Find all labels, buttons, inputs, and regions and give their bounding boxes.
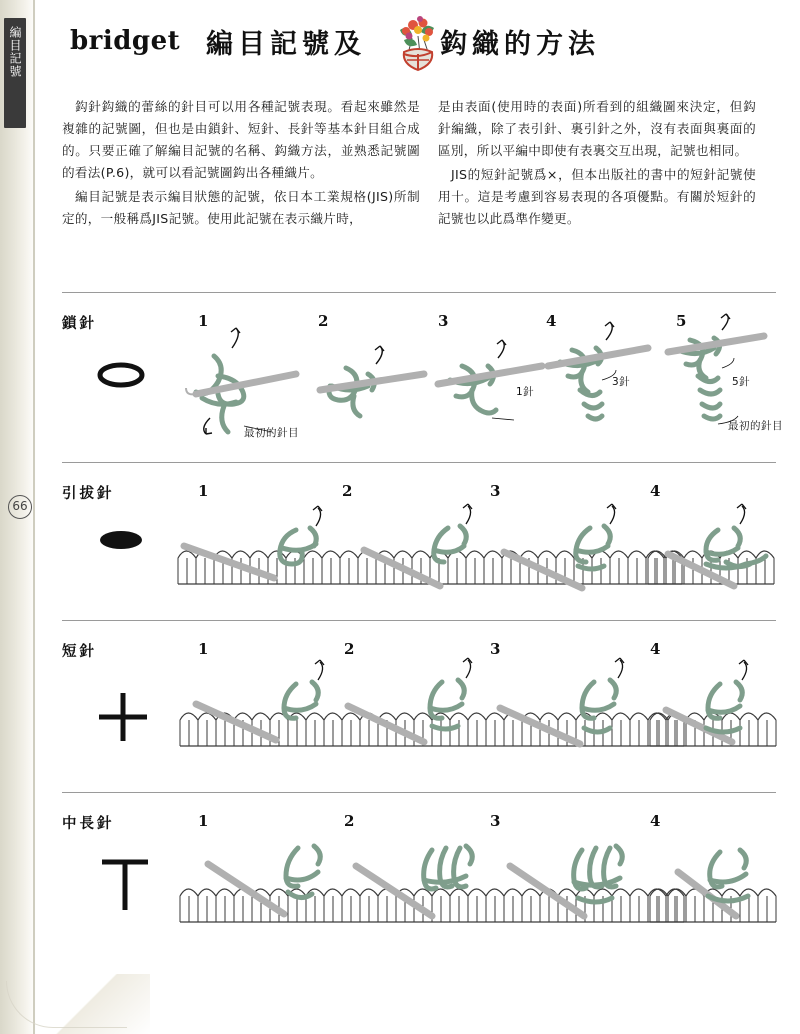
oval-filled-symbol	[98, 528, 144, 552]
section-divider	[62, 620, 776, 621]
step-number: 5	[676, 312, 687, 330]
step-number: 1	[198, 482, 209, 500]
side-tab-label: 編目記號	[8, 26, 22, 78]
step-number: 4	[650, 482, 661, 500]
page-curl-line	[6, 981, 127, 1028]
intro-paragraph: JIS的短針記號爲×，但本出版社的書中的短針記號使用十。這是考慮到容易表現的各項優點。有關於短針的記號也以此爲準作變更。	[438, 167, 756, 226]
oval-outline-symbol	[98, 362, 144, 388]
section-divider	[62, 462, 776, 463]
step-number: 3	[438, 312, 449, 330]
section-label-chain: 鎖針	[62, 316, 97, 332]
section-label-half-double: 中長針	[62, 816, 115, 832]
intro-paragraph: 編目記號是表示編目狀態的記號，依日本工業規格(JIS)所制定的，一般稱爲JIS記號。使用此記號在表示織片時，	[62, 189, 420, 226]
page-curl	[0, 974, 150, 1034]
plus-symbol	[96, 690, 150, 744]
intro-paragraph: 是由表面(使用時的表面)所看到的組織圖來決定，但鈎針編織，除了表引針、裏引針之外，沒有表面與裏面的區別，所以平編中即使有表裏交互出現，記號也相同。	[438, 99, 756, 158]
section-divider	[62, 792, 776, 793]
step-number: 2	[342, 482, 353, 500]
step-number: 1	[198, 640, 209, 658]
tee-symbol	[98, 856, 152, 914]
section-divider	[62, 292, 776, 293]
single-crochet-illustrations	[180, 658, 780, 768]
step-number: 4	[650, 812, 661, 830]
section-label-slip: 引拔針	[62, 486, 115, 502]
step-number: 2	[344, 640, 355, 658]
chain-step1-illustration	[180, 322, 310, 442]
brand-wordmark: bridget	[70, 26, 181, 56]
chain-note-first-stitch-2: 最初的針目	[728, 420, 783, 432]
chain-step2-illustration	[306, 340, 436, 430]
intro-paragraph: 鈎針鈎織的蕾絲的針目可以用各種記號表現。看起來雖然是複雜的記號圖，但也是由鎖針、短針、長針等基本針目組合成的。只要正確了解編目記號的名稱、鈎織方法，並熟悉記號圖的看法(P.6)，就可以看記號圖鈎出各種織片。	[62, 99, 420, 180]
chain-note-1-stitch: 1針	[516, 386, 535, 398]
page-edge-line	[33, 0, 35, 1034]
page-title-part2: 鈎織的方法	[440, 29, 600, 60]
section-label-single: 短針	[62, 644, 97, 660]
step-number: 2	[318, 312, 329, 330]
flower-bouquet-icon	[382, 14, 452, 76]
chain-step4-illustration	[536, 320, 666, 432]
intro-right-column	[438, 96, 756, 232]
page-number: 66	[8, 495, 32, 519]
step-number: 3	[490, 812, 501, 830]
chain-note-first-stitch: 最初的針目	[244, 427, 299, 439]
step-number: 4	[650, 640, 661, 658]
chain-note-5-stitch: 5針	[732, 376, 751, 388]
step-number: 1	[198, 812, 209, 830]
step-number: 1	[198, 312, 209, 330]
chain-note-3-stitch: 3針	[612, 376, 631, 388]
page-title-part1: 編目記號及	[206, 29, 366, 60]
step-number: 3	[490, 482, 501, 500]
step-number: 3	[490, 640, 501, 658]
slip-stitch-illustrations	[178, 500, 778, 610]
step-number: 4	[546, 312, 557, 330]
step-number: 2	[344, 812, 355, 830]
intro-left-column	[62, 96, 420, 232]
half-double-crochet-illustrations	[180, 824, 780, 944]
